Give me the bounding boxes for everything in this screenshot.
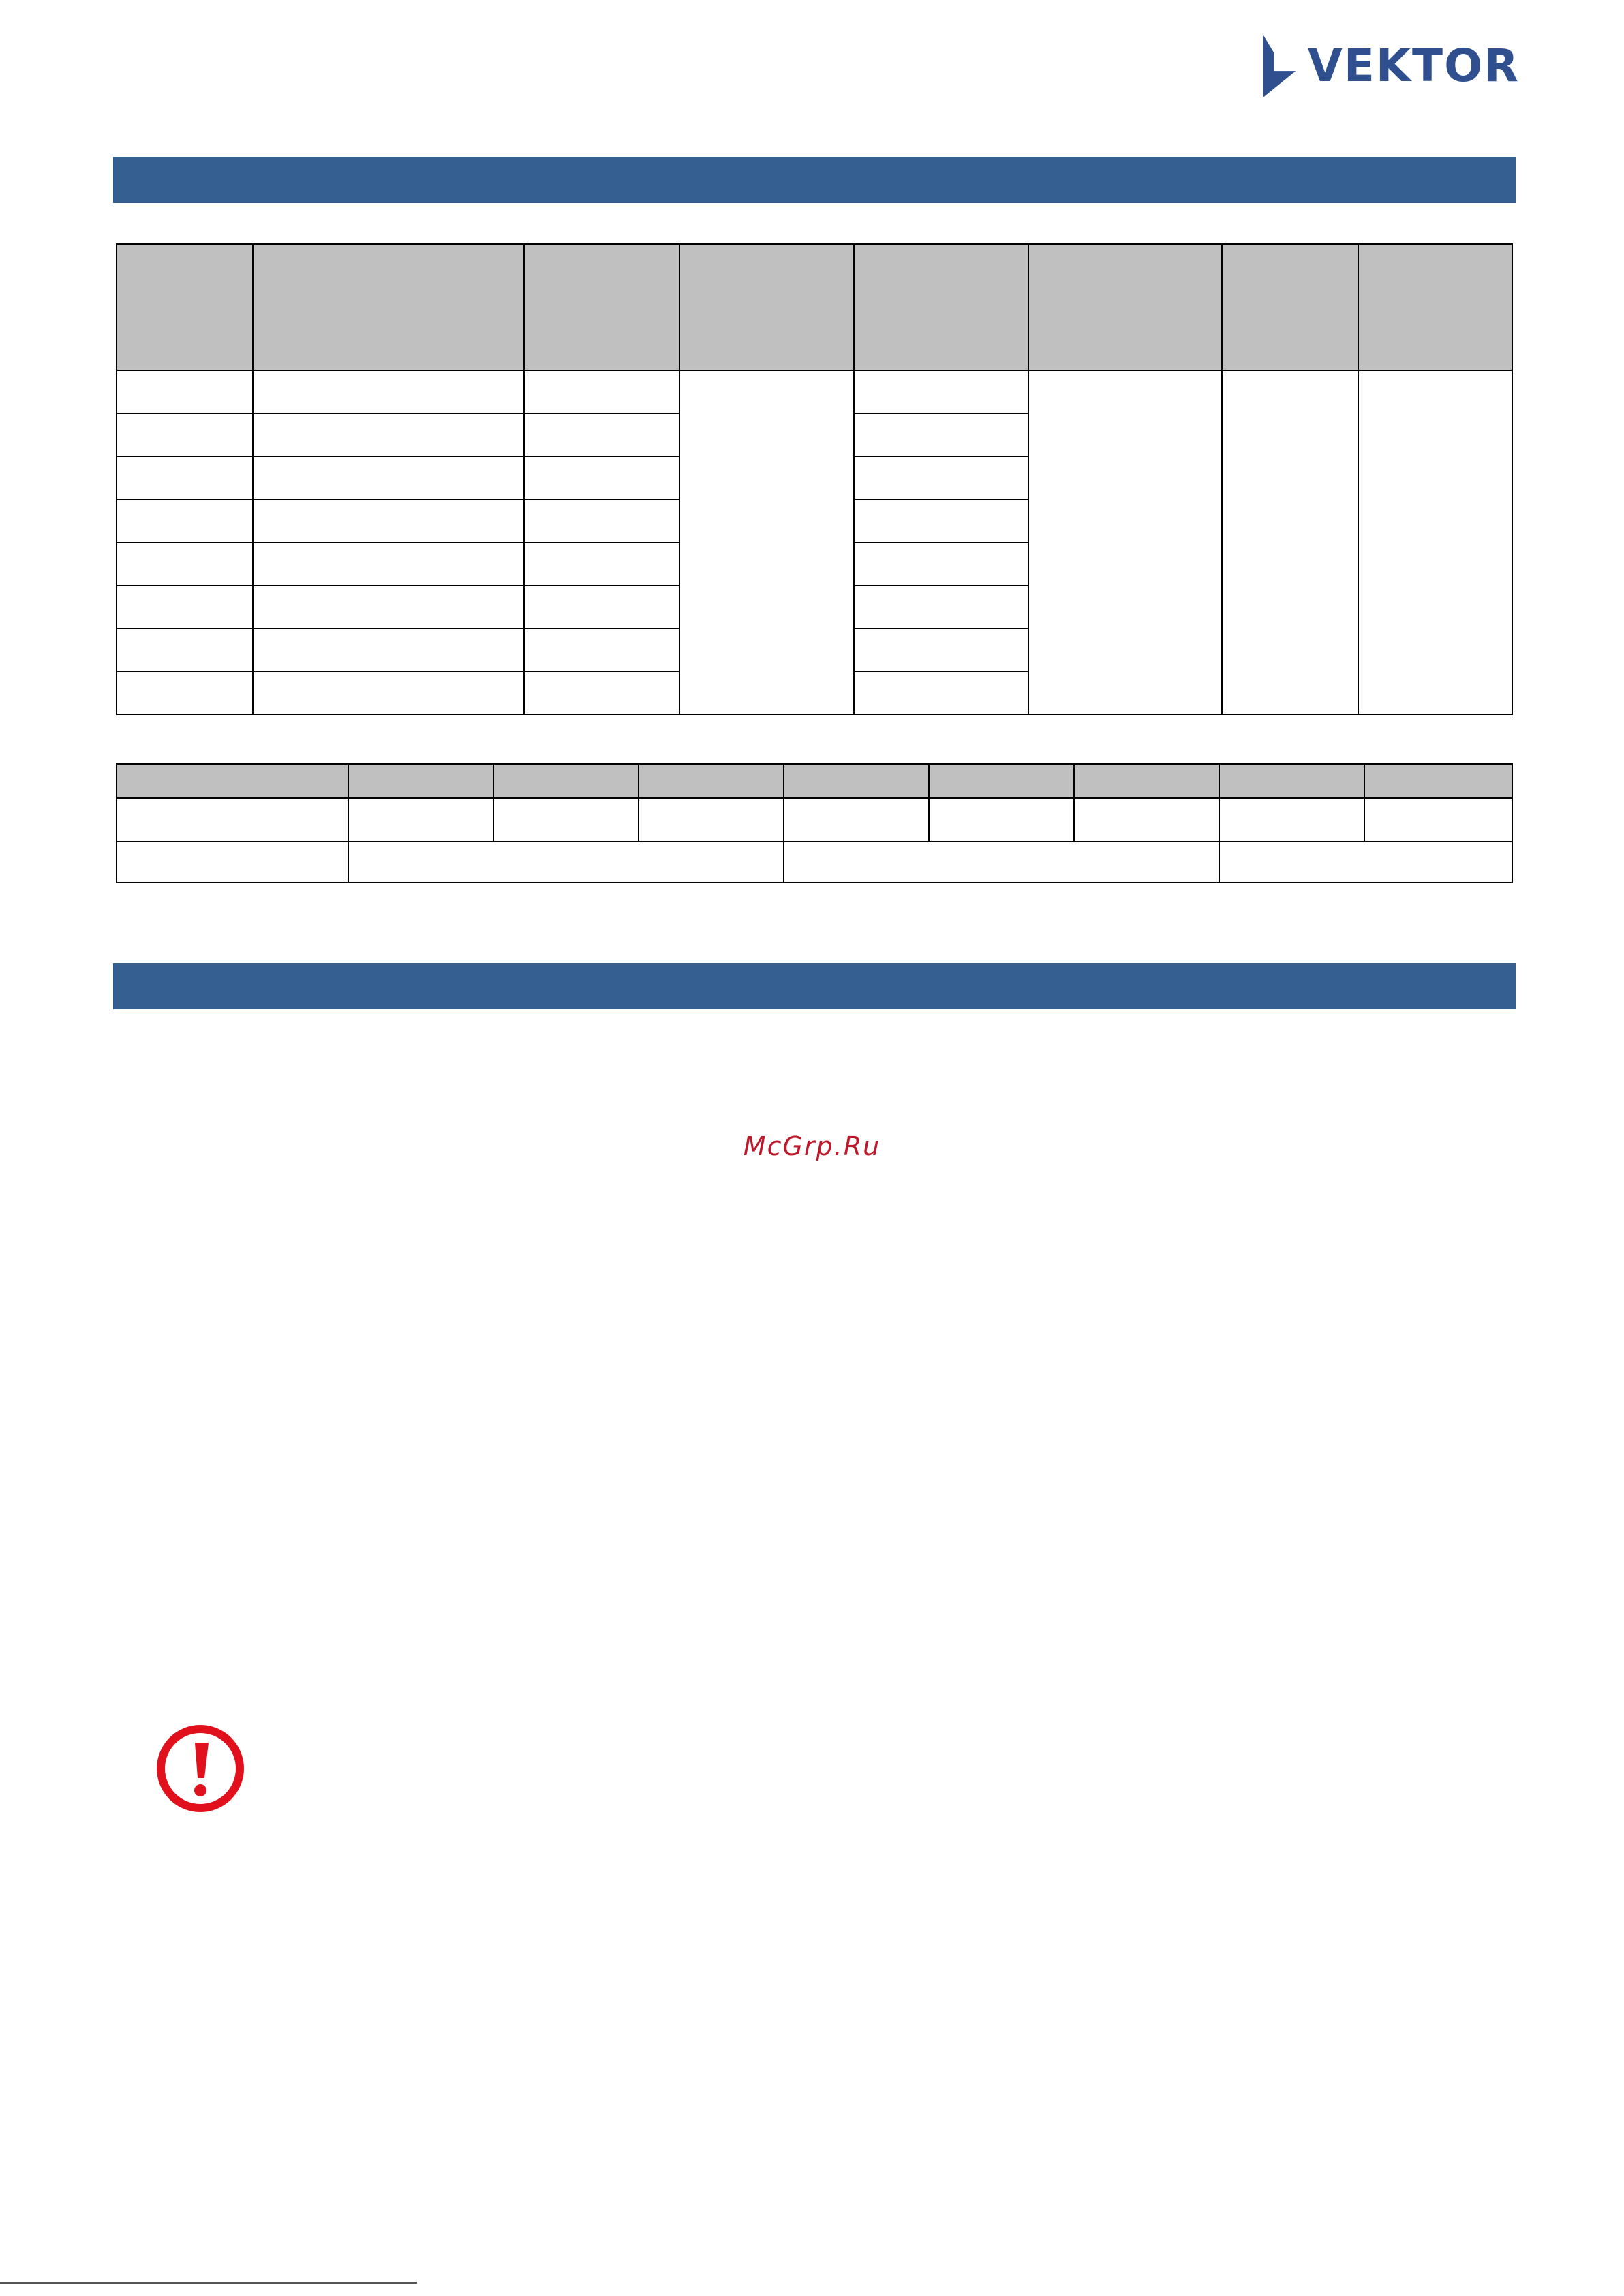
spec-cell <box>524 371 679 414</box>
spec-cell <box>524 457 679 500</box>
meta-cell <box>493 798 639 842</box>
meta-header-cell <box>1364 764 1512 798</box>
spec-cell <box>253 371 524 414</box>
spec-header-cell <box>117 244 253 371</box>
spec-cell <box>854 414 1028 457</box>
spec-merged-cell <box>1222 371 1358 714</box>
spec-cell <box>524 414 679 457</box>
meta-cell <box>117 842 348 883</box>
meta-cell <box>1364 798 1512 842</box>
spec-cell <box>854 500 1028 542</box>
spec-cell <box>524 628 679 671</box>
spec-cell <box>253 457 524 500</box>
spec-cell <box>253 542 524 585</box>
spec-merged-cell <box>1358 371 1512 714</box>
spec-cell <box>854 585 1028 628</box>
spec-cell <box>854 371 1028 414</box>
spec-cell <box>524 542 679 585</box>
table-row <box>117 371 1512 414</box>
spec-cell <box>253 585 524 628</box>
meta-header-cell <box>929 764 1074 798</box>
spec-cell <box>253 414 524 457</box>
meta-cell <box>639 798 784 842</box>
spec-cell <box>524 671 679 714</box>
meta-header-cell <box>493 764 639 798</box>
meta-cell <box>1219 798 1364 842</box>
spec-merged-cell <box>1028 371 1222 714</box>
section-header-band <box>113 963 1516 1009</box>
spec-cell <box>117 628 253 671</box>
spec-cell <box>854 628 1028 671</box>
spec-cell <box>253 628 524 671</box>
meta-cell <box>117 798 348 842</box>
spec-table-header-row <box>117 244 1512 371</box>
spec-cell <box>117 585 253 628</box>
meta-header-cell <box>117 764 348 798</box>
spec-cell <box>854 542 1028 585</box>
spec-cell <box>854 671 1028 714</box>
vektor-chevron-icon <box>1261 31 1298 102</box>
meta-header-cell <box>348 764 493 798</box>
spec-header-cell <box>854 244 1028 371</box>
spec-cell <box>117 414 253 457</box>
spec-header-cell <box>524 244 679 371</box>
spec-table <box>116 243 1513 715</box>
spec-header-cell <box>1358 244 1512 371</box>
spec-cell <box>854 457 1028 500</box>
meta-header-cell <box>639 764 784 798</box>
spec-cell <box>253 671 524 714</box>
spec-cell <box>117 671 253 714</box>
vektor-logo <box>1261 29 1520 104</box>
spec-merged-cell <box>679 371 854 714</box>
meta-cell <box>1074 798 1219 842</box>
meta-cell <box>929 798 1074 842</box>
spec-cell <box>524 500 679 542</box>
meta-header-cell <box>784 764 929 798</box>
spec-header-cell <box>1222 244 1358 371</box>
spec-header-cell <box>679 244 854 371</box>
spec-cell <box>253 500 524 542</box>
meta-cell <box>784 798 929 842</box>
meta-span-cell <box>1219 842 1512 883</box>
spec-cell <box>524 585 679 628</box>
meta-span-cell <box>784 842 1219 883</box>
spec-header-cell <box>253 244 524 371</box>
meta-cell <box>348 798 493 842</box>
table-row <box>117 842 1512 883</box>
spec-cell <box>117 542 253 585</box>
footer-divider <box>0 2282 417 2284</box>
section-header-band <box>113 157 1516 203</box>
spec-cell <box>117 371 253 414</box>
exclamation-circle-icon <box>154 1722 247 1815</box>
meta-table <box>116 763 1513 883</box>
spec-cell <box>117 457 253 500</box>
brand-name: VEKTOR <box>1307 40 1520 92</box>
spec-cell <box>117 500 253 542</box>
watermark-text: McGrp.Ru <box>743 1131 881 1161</box>
meta-span-cell <box>348 842 784 883</box>
table-row <box>117 798 1512 842</box>
meta-header-cell <box>1219 764 1364 798</box>
spec-header-cell <box>1028 244 1222 371</box>
meta-table-header-row <box>117 764 1512 798</box>
meta-header-cell <box>1074 764 1219 798</box>
